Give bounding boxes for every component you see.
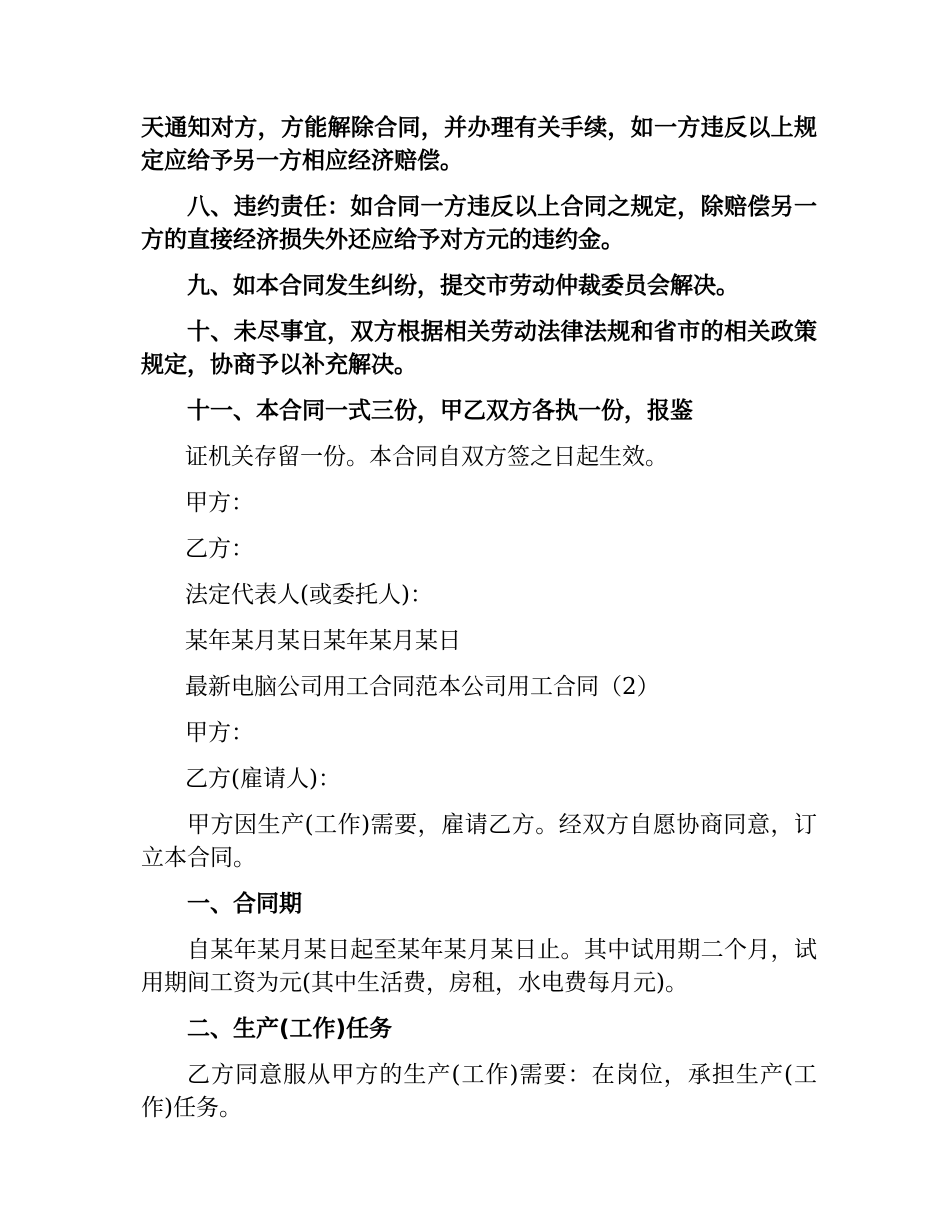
paragraph-clause-8: 八、违约责任：如合同一方违反以上合同之规定，除赔偿另一方的直接经济损失外还应给予对方元的违约金。 — [141, 194, 817, 253]
paragraph-clause-11: 十一、本合同一式三份，甲乙双方各执一份，报鉴 — [187, 398, 693, 424]
paragraph-work-task: 乙方同意服从甲方的生产(工作)需要：在岗位，承担生产(工作)任务。 — [141, 1062, 817, 1121]
paragraph-contract-term: 自某年某月某日起至某年某月某日止。其中试用期二个月，试用期间工资为元(其中生活费，房租，水电费每月元)。 — [141, 937, 817, 996]
heading-work-task: 二、生产(工作)任务 — [187, 1016, 393, 1042]
party-a-label-2: 甲方： — [185, 720, 254, 746]
heading-contract-term: 一、合同期 — [187, 891, 302, 917]
party-b-label: 乙方： — [185, 536, 254, 562]
paragraph-clause-10: 十、未尽事宜，双方根据相关劳动法律法规和省市的相关政策规定，协商予以补充解决。 — [141, 319, 817, 378]
signature-dates: 某年某月某日某年某月某日 — [185, 628, 461, 654]
party-a-label: 甲方： — [185, 490, 254, 516]
section-title: 最新电脑公司用工合同范本公司用工合同（2） — [185, 674, 660, 700]
paragraph-clause-9: 九、如本合同发生纠纷，提交市劳动仲裁委员会解决。 — [187, 273, 739, 299]
document-page — [141, 112, 817, 1138]
legal-representative-label: 法定代表人(或委托人)： — [185, 582, 433, 608]
paragraph-preamble: 甲方因生产(工作)需要，雇请乙方。经双方自愿协商同意，订立本合同。 — [141, 812, 817, 871]
party-b-employee-label: 乙方(雇请人)： — [185, 766, 341, 792]
paragraph-termination-notice: 天通知对方，方能解除合同，并办理有关手续，如一方违反以上规定应给予另一方相应经济赔偿。 — [141, 115, 817, 174]
paragraph-clause-11-continued: 证机关存留一份。本合同自双方签之日起生效。 — [185, 444, 668, 470]
